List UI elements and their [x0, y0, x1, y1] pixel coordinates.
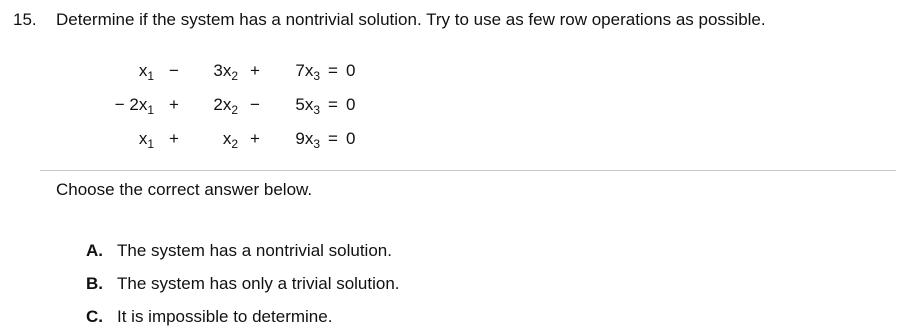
term-x1: $x_1$	[138, 61, 154, 83]
option-letter: A.	[86, 240, 103, 260]
equation-system	[96, 54, 366, 156]
option-text: It is impossible to determine.	[117, 306, 333, 326]
option-text: The system has only a trivial solution.	[117, 273, 400, 293]
right-hand-side: 0	[346, 129, 356, 148]
answer-instruction: Choose the correct answer below.	[56, 180, 313, 199]
term-x2: $x_2$	[222, 129, 238, 151]
right-hand-side: 0	[346, 95, 356, 114]
term-x1: − $2x_1$	[114, 95, 154, 117]
term-x3: $7x_3$	[295, 61, 320, 83]
operator: +	[250, 61, 260, 80]
option-a[interactable]	[86, 234, 400, 267]
option-text: The system has a nontrivial solution.	[117, 240, 392, 260]
question-prompt: Determine if the system has a nontrivial solution. Try to use as few row operations as possible.	[56, 10, 766, 29]
option-letter: B.	[86, 273, 103, 293]
question-number: 15.	[13, 10, 37, 29]
equation-row	[96, 54, 366, 88]
term-x1: $x_1$	[138, 129, 154, 151]
option-b[interactable]	[86, 267, 400, 300]
term-x3: $5x_3$	[295, 95, 320, 117]
equals-sign: =	[328, 129, 338, 148]
term-x3: $9x_3$	[295, 129, 320, 151]
equation-row	[96, 88, 366, 122]
operator: −	[250, 95, 260, 114]
operator: −	[169, 61, 179, 80]
section-divider	[40, 170, 896, 171]
operator: +	[169, 95, 179, 114]
equals-sign: =	[328, 95, 338, 114]
term-x2: $3x_2$	[213, 61, 238, 83]
operator: +	[250, 129, 260, 148]
option-letter: C.	[86, 306, 103, 326]
right-hand-side: 0	[346, 61, 356, 80]
equation-row	[96, 122, 366, 156]
answer-options	[86, 234, 400, 333]
option-c[interactable]	[86, 300, 400, 333]
operator: +	[169, 129, 179, 148]
equals-sign: =	[328, 61, 338, 80]
term-x2: $2x_2$	[213, 95, 238, 117]
